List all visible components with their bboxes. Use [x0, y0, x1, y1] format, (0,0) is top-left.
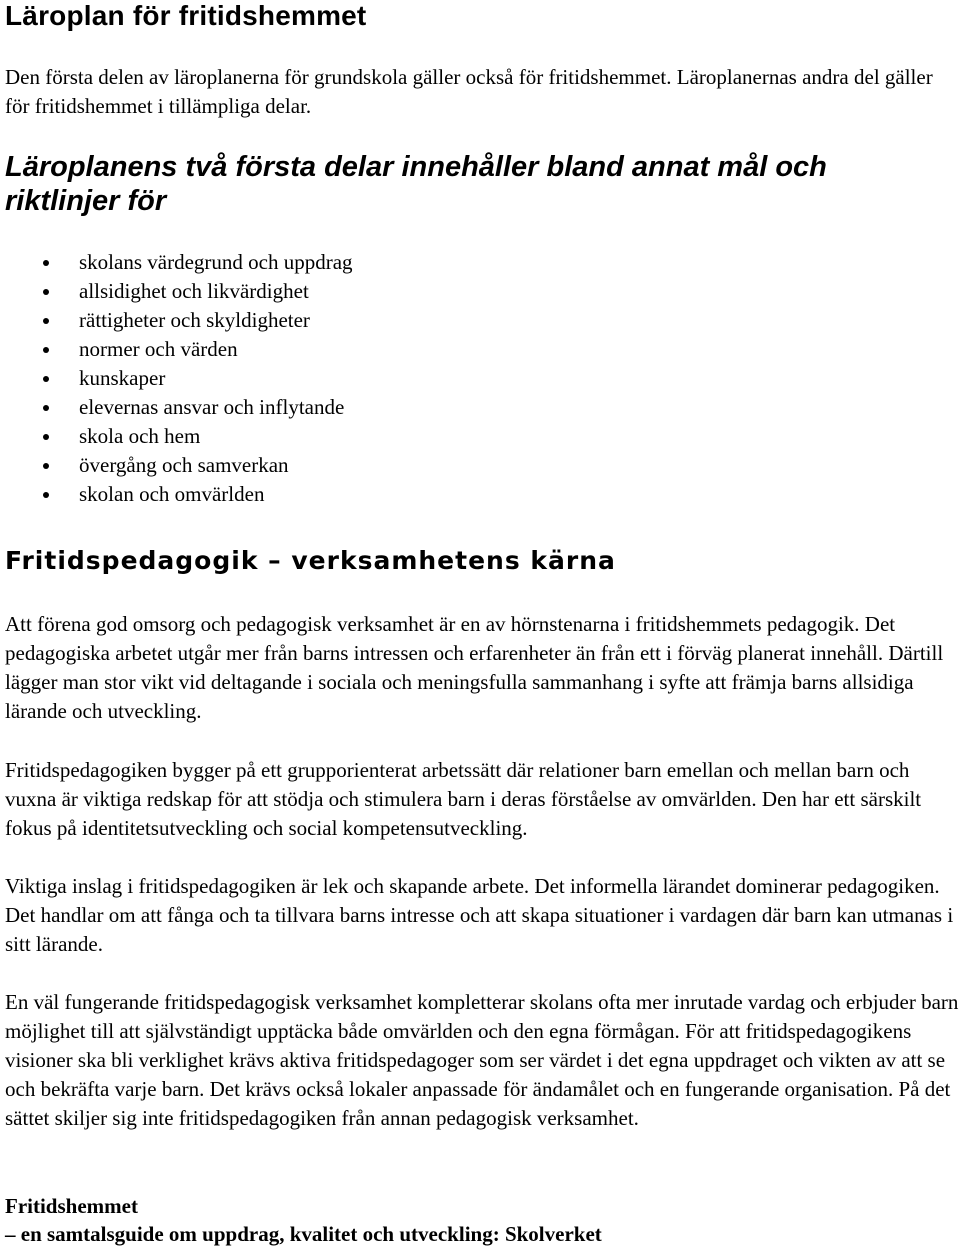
body-paragraph: Viktiga inslag i fritidspedagogiken är lek och skapande arbete. Det informella lärandet dominerar pedagogiken. Det handlar om att fånga och ta tillvara barns intresse och att skapa situationer i vardagen där barn kan utmanas i sitt lärande. — [5, 874, 954, 956]
list-item: övergång och samverkan — [5, 451, 353, 480]
bullet-icon — [43, 463, 49, 469]
intro-paragraph: Den första delen av läroplanerna för grundskola gäller också för fritidshemmet. Läroplanernas andra del gäller för fritidshemmet i tillämpliga delar. — [5, 65, 933, 118]
list-item: kunskaper — [5, 364, 353, 393]
body-paragraph: En väl fungerande fritidspedagogisk verksamhet kompletterar skolans ofta mer inrutade vardag och erbjuder barn möjlighet till att självständigt upptäcka både omvärlden och den egna förmågan. För att fritidspedagogikens visioner ska bli verklighet krävs aktiva fritidspedagoger som ser värdet i det egna uppdraget och vikten av att se och bekräfta varje barn. Det krävs också lokaler anpassade för ändamålet och en fungerande organisation. På det sättet skiljer sig inte fritidspedagogiken från annan pedagogisk verksamhet. — [5, 990, 959, 1130]
bullet-icon — [43, 492, 49, 498]
body-paragraph: Fritidspedagogiken bygger på ett grupporienterat arbetssätt där relationer barn emellan och mellan barn och vuxna är viktiga redskap för att stödja och stimulera barn i deras förståelse av omvärlden. Den har ett särskilt fokus på identitetsutveckling och social kompetensutveckling. — [5, 758, 922, 840]
bullet-icon — [43, 434, 49, 440]
body-paragraph: Att förena god omsorg och pedagogisk verksamhet är en av hörnstenarna i fritidshemmets pedagogik. Det pedagogiska arbetet utgår mer från barns intressen och erfarenheter än från ett i förväg planerat innehåll. Därtill lägger man stor vikt vid deltagande i sociala och meningsfulla sammanhang i syfte att främja barns allsidiga lärande och utveckling. — [5, 612, 944, 723]
goals-heading: Läroplanens två första delar innehåller bland annat mål och riktlinjer för — [5, 151, 827, 217]
source-title: Fritidshemmet — [5, 1194, 138, 1218]
list-item: skolan och omvärlden — [5, 480, 353, 509]
goals-list — [5, 248, 353, 509]
bullet-icon — [43, 318, 49, 324]
bullet-icon — [43, 347, 49, 353]
list-item: rättigheter och skyldigheter — [5, 306, 353, 335]
list-item: skolans värdegrund och uppdrag — [5, 248, 353, 277]
bullet-icon — [43, 405, 49, 411]
bullet-icon — [43, 376, 49, 382]
source-citation — [5, 1192, 960, 1248]
list-item: normer och värden — [5, 335, 353, 364]
bullet-icon — [43, 289, 49, 295]
page-title: Läroplan för fritidshemmet — [5, 0, 367, 31]
list-item: elevernas ansvar och inflytande — [5, 393, 353, 422]
list-item: allsidighet och likvärdighet — [5, 277, 353, 306]
bullet-icon — [43, 260, 49, 266]
section-heading: Fritidspedagogik – verksamhetens kärna — [5, 546, 616, 575]
list-item: skola och hem — [5, 422, 353, 451]
source-subtitle: – en samtalsguide om uppdrag, kvalitet och utveckling: Skolverket — [5, 1222, 602, 1246]
